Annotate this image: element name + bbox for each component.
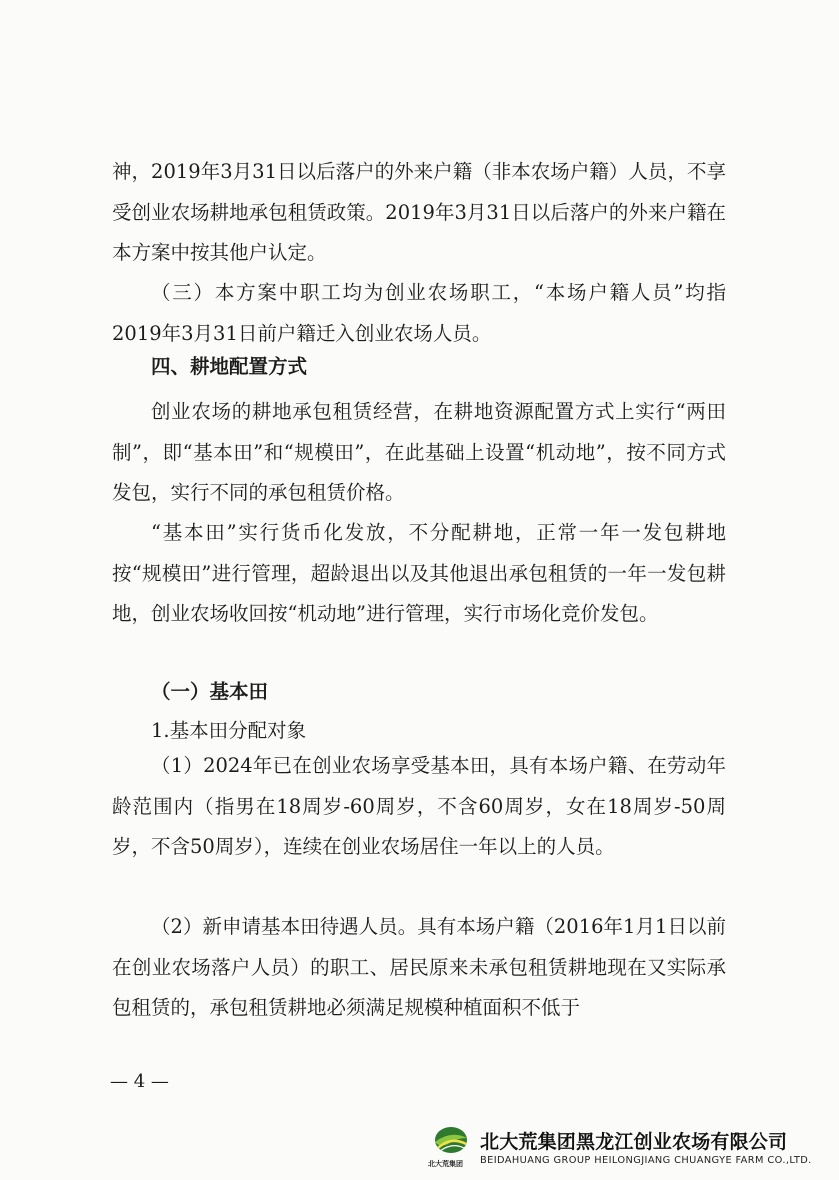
company-footer [430, 1124, 830, 1174]
paragraph-section-three: （三）本方案中职工均为创业农场职工，“本场户籍人员”均指2019年3月31日前户籍迁入创业农场人员。 [112, 281, 726, 345]
paragraph-residency-cutoff: 神，2019年3月31日以后落户的外来户籍（非本农场户籍）人员，不享受创业农场耕地承包租赁政策。2019年3月31日以后落户的外来户籍在本方案中按其他户认定。 [112, 160, 726, 264]
paragraph-item-1: （1）2024年已在创业农场享受基本田，具有本场户籍、在劳动年龄范围内（指男在18周岁-60周岁，不含60周岁，女在18周岁-50周岁，不含50周岁），连续在创业农场居住一年以上的人员。 [112, 754, 726, 858]
logo-caption: 北大荒集团 [428, 1160, 463, 1168]
page-number: — 4 — [110, 1071, 169, 1092]
paragraph-two-field-system: 创业农场的耕地承包租赁经营，在耕地资源配置方式上实行“两田制”，即“基本田”和“规模田”，在此基础上设置“机动地”，按不同方式发包，实行不同的承包租赁价格。 [112, 400, 726, 504]
section-heading-4: 四、耕地配置方式 [151, 355, 308, 378]
item-heading-allocation-targets: 1.基本田分配对象 [151, 719, 307, 742]
company-name-english: BEIDAHUANG GROUP HEILONGJIANG CHUANGYE FARM CO.,LTD. [480, 1155, 812, 1166]
company-name-chinese: 北大荒集团黑龙江创业农场有限公司 [480, 1131, 788, 1153]
paragraph-basic-field-monetization: “基本田”实行货币化发放，不分配耕地，正常一年一发包耕地按“规模田”进行管理，超龄退出以及其他退出承包租赁的一年一发包耕地，创业农场收回按“机动地”进行管理，实行市场化竞价发包。 [112, 521, 726, 625]
subsection-heading-basic-field: （一）基本田 [151, 680, 269, 703]
paragraph-item-2: （2）新申请基本田待遇人员。具有本场户籍（2016年1月1日以前在创业农场落户人员）的职工、居民原来未承包租赁耕地现在又实际承包租赁的，承包租赁耕地必须满足规模种植面积不低于 [112, 915, 726, 1019]
